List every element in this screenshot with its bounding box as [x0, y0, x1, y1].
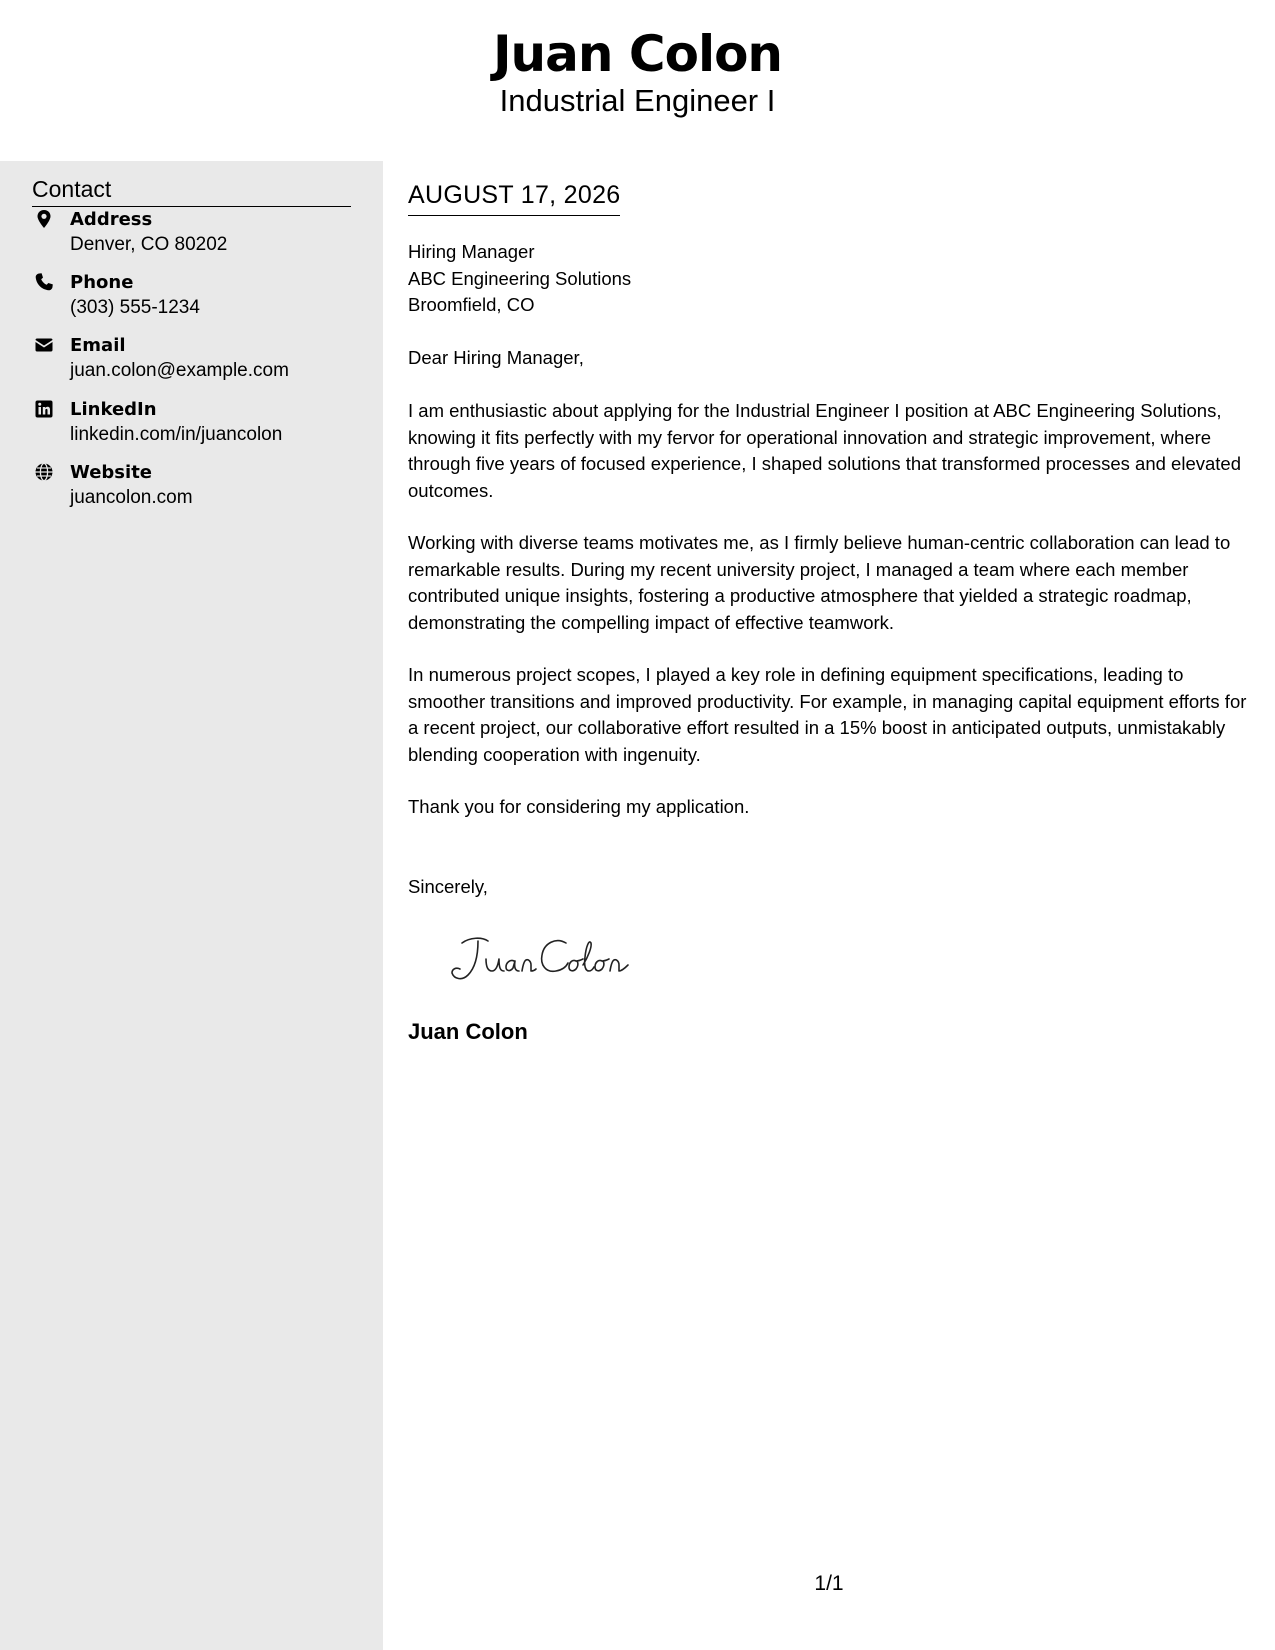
contact-label: Website [70, 462, 153, 483]
paragraph: Thank you for considering my application. [408, 796, 750, 817]
recipient-block [408, 239, 631, 319]
envelope-icon [34, 335, 54, 355]
contact-value: linkedin.com/in/juancolon [70, 424, 283, 445]
contact-label: Address [70, 209, 153, 230]
linkedin-icon [34, 399, 54, 419]
paragraph: In numerous project scopes, I played a key role in defining equipment specifications, leading to smoother transitions and improved productivity. For example, in managing capital equipment efforts for a recent project, our collaborative effort resulted in a 15% boost in anticipated outputs, unmistakably blending cooperation with ingenuity. [408, 664, 1247, 765]
job-title: Industrial Engineer I [499, 83, 776, 118]
contact-sidebar [0, 161, 383, 1650]
contact-label: LinkedIn [70, 399, 157, 420]
header [0, 0, 1275, 161]
page-number: 1/1 [814, 1572, 844, 1595]
location-pin-icon [34, 209, 54, 229]
contact-label: Phone [70, 272, 134, 293]
salutation: Dear Hiring Manager, [408, 347, 584, 368]
paragraph: Working with diverse teams motivates me, as I firmly believe human-centric collaboration can lead to remarkable results. During my recent university project, I managed a team where each member contributed unique insights, fostering a productive atmosphere that yielded a strategic roadmap, demonstrating the compelling impact of effective teamwork. [408, 532, 1231, 633]
contact-value: Denver, CO 80202 [70, 234, 228, 255]
recipient-name: Hiring Manager [408, 241, 535, 262]
letter-date: AUGUST 17, 2026 [408, 179, 620, 216]
applicant-name: Juan Colon [492, 25, 783, 83]
contact-value: juancolon.com [70, 487, 193, 508]
contact-value: (303) 555-1234 [70, 297, 200, 318]
paragraph: I am enthusiastic about applying for the Industrial Engineer I position at ABC Engineering Solutions, knowing it fits perfectly with my fervor for operational innovation and strategic improvement, where through five years of focused experience, I shaped solutions that transformed processes and elevated outcomes. [408, 400, 1241, 501]
signature [448, 929, 648, 989]
contact-value: juan.colon@example.com [70, 360, 289, 381]
closing: Sincerely, [408, 876, 488, 897]
contact-heading: Contact [32, 173, 351, 207]
contact-label: Email [70, 335, 126, 356]
globe-icon [34, 462, 54, 482]
signed-name: Juan Colon [408, 1019, 528, 1044]
recipient-company: ABC Engineering Solutions [408, 267, 632, 289]
phone-icon [34, 272, 54, 292]
recipient-location: Broomfield, CO [408, 294, 535, 315]
